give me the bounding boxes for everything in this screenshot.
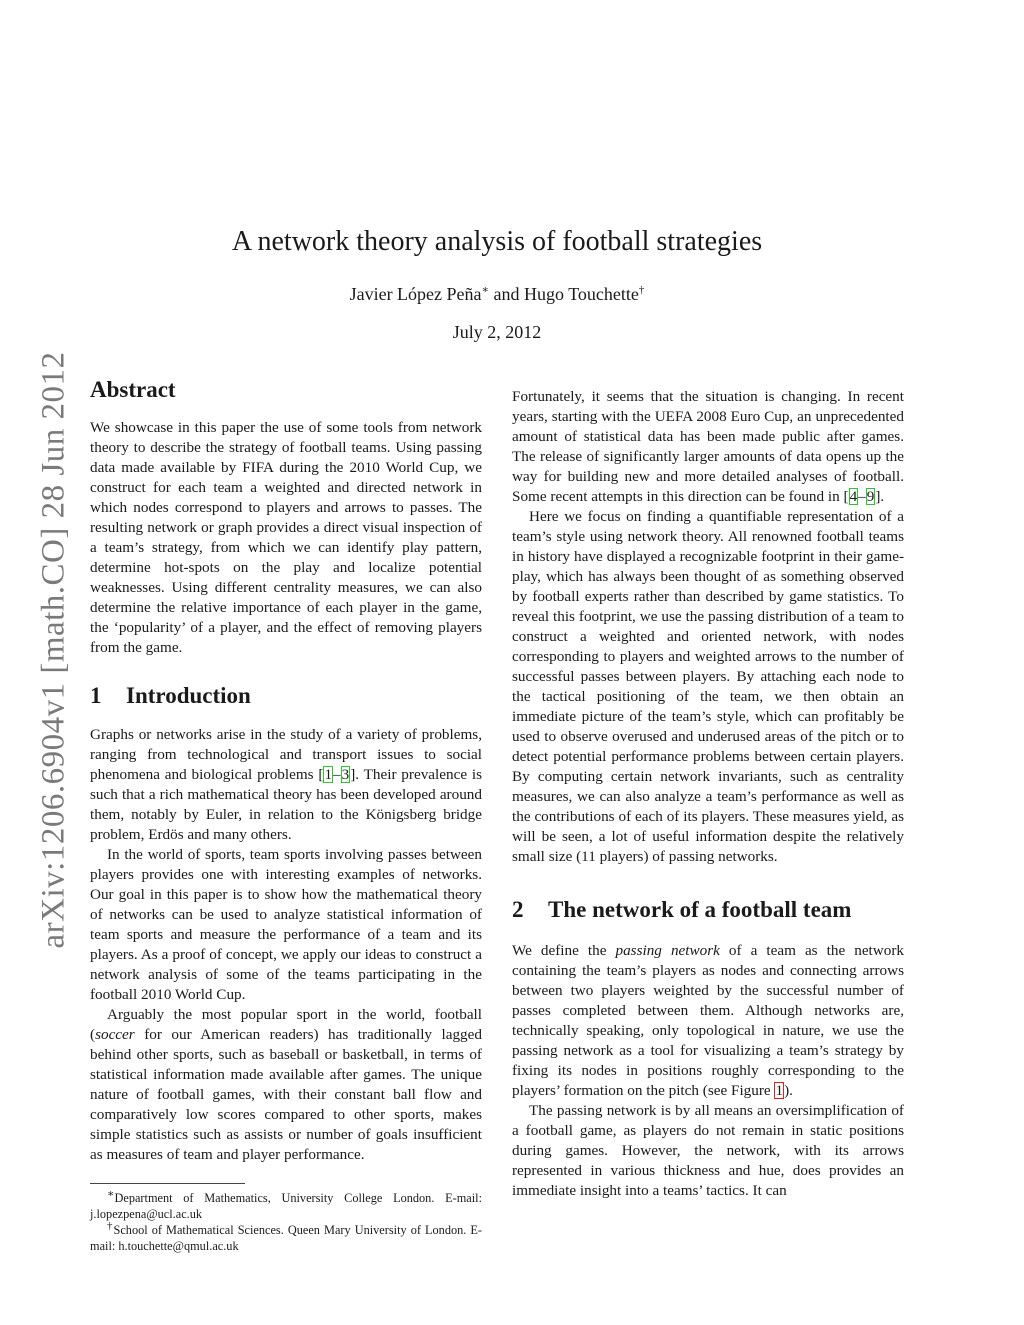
footnote-mark-1: ∗: [481, 284, 490, 296]
network-paragraph-2: The passing network is by all means an oversimplification of a football game, as players do not remain in static positions during games. However, the network, with its arrows represented in various thickness and hue, does provides an immediate insight into a teams’ tactics. It can: [512, 1102, 904, 1199]
paper-date: July 2, 2012: [452, 322, 542, 342]
authors-line: [0, 284, 994, 305]
section-title: The network of a football team: [548, 897, 852, 922]
author-lopez-pena: Javier López Peña: [349, 284, 482, 304]
abstract-text: We showcase in this paper the use of some tools from network theory to describe the strategy of football teams. Using passing data made available by FIFA during the 2010 World Cup, we construct for each team a weighted and directed network in which nodes correspond to players and arrows to passes. The resulting network or graph provides a direct visual inspection of a team’s strategy, from which we can identify play pattern, determine hot-spots on the play and localize potential weaknesses. Using different centrality measures, we can also determine the relative importance of each player in the game, the ‘popularity’ of a player, and the effect of removing players from the game.: [90, 419, 482, 656]
arxiv-identifier: arXiv:1206.6904v1 [math.CO] 28 Jun 2012: [35, 351, 72, 949]
paper-title: A network theory analysis of football strategies: [231, 226, 763, 257]
citation-link[interactable]: 1: [324, 766, 333, 783]
section-number: 1: [90, 683, 102, 708]
introduction-heading: [90, 683, 482, 708]
left-column: [90, 377, 482, 1165]
intro-paragraph-4: Fortunately, it seems that the situation is changing. In recent years, starting with the UEFA 2008 Euro Cup, an unprecedented amount of statistical data has been made public after games. The release of significantly larger amounts of data opens up the way for building new and more detailed analyses of football. Some recent attempts in this direction can be found in [4–9].: [512, 388, 904, 505]
section-title: Introduction: [126, 683, 251, 708]
section-number: 2: [512, 897, 524, 922]
footnote-1: ∗Department of Mathematics, University College London. E-mail: j.lopezpena@ucl.ac.uk: [90, 1187, 482, 1221]
footnote-2: †School of Mathematical Sciences. Queen Mary University of London. E-mail: h.touchette@qmul.ac.uk: [90, 1219, 483, 1253]
right-column: [512, 387, 904, 1201]
author-touchette: Hugo Touchette: [524, 284, 639, 304]
intro-paragraph-5: Here we focus on finding a quantifiable representation of a team’s style using network theory. All renowned football teams in history have displayed a recognizable footprint in their game-play, which has always been thought of as something observed by football experts rather than described by game statistics. To reveal this footprint, we use the passing distribution of a team to construct a weighted and oriented network, with nodes corresponding to players and weighted arrows to the number of successful passes between players. By attaching each node to the tactical positioning of the team, we then obtain an immediate picture of the team’s style, which can profitably be used to observe overused and underused areas of the pitch or to detect potential performance problems between certain players. By computing certain network invariants, such as centrality measures, we can also analyze a team’s performance as well as the contributions of each of its players. These measures yield, as will be seen, a lot of useful information despite the relatively small size (11 players) of passing networks.: [512, 508, 904, 865]
intro-paragraph-3: Arguably the most popular sport in the world, football (soccer for our American readers) has traditionally lagged behind other sports, such as baseball or basketball, in terms of statistical information made available after games. The unique nature of football games, with their constant ball flow and comparatively low scores compared to other sports, makes simple statistics such as assists or number of goals insufficient as measures of team and player performance.: [90, 1006, 482, 1163]
citation-link[interactable]: 9: [866, 488, 875, 505]
network-section-heading: [512, 897, 904, 922]
figure-link[interactable]: 1: [775, 1082, 784, 1099]
intro-paragraph-2: In the world of sports, team sports involving passes between players provides one with interesting examples of networks. Our goal in this paper is to show how the mathematical theory of networks can be used to analyze statistical information of team sports and measure the performance of a team and its players. As a proof of concept, we apply our ideas to construct a network analysis of some of the teams participating in the football 2010 World Cup.: [90, 846, 482, 1003]
citation-link[interactable]: 4: [849, 488, 858, 505]
citation-link[interactable]: 3: [341, 766, 350, 783]
footnote-divider: [90, 1183, 245, 1184]
footnote-mark-2: †: [638, 284, 645, 296]
footnotes: [90, 1183, 482, 1254]
authors-conjunction: and: [489, 284, 525, 304]
network-paragraph-1: We define the passing network of a team as the network containing the team’s players as nodes and connecting arrows between two players weighted by the successful number of passes completed between them. Although networks are, technically speaking, only topological in nature, we use the passing network as a tool for visualizing a team’s strategy by fixing its nodes in positions roughly corresponding to the players’ formation on the pitch (see Figure 1).: [512, 942, 904, 1099]
intro-paragraph-1: Graphs or networks arise in the study of a variety of problems, ranging from technological and transport issues to social phenomena and biological problems [1–3]. Their prevalence is such that a rich mathematical theory has been developed around them, notably by Euler, in relation to the Königsberg bridge problem, Erdös and many others.: [90, 726, 482, 843]
abstract-heading: Abstract: [90, 377, 176, 402]
